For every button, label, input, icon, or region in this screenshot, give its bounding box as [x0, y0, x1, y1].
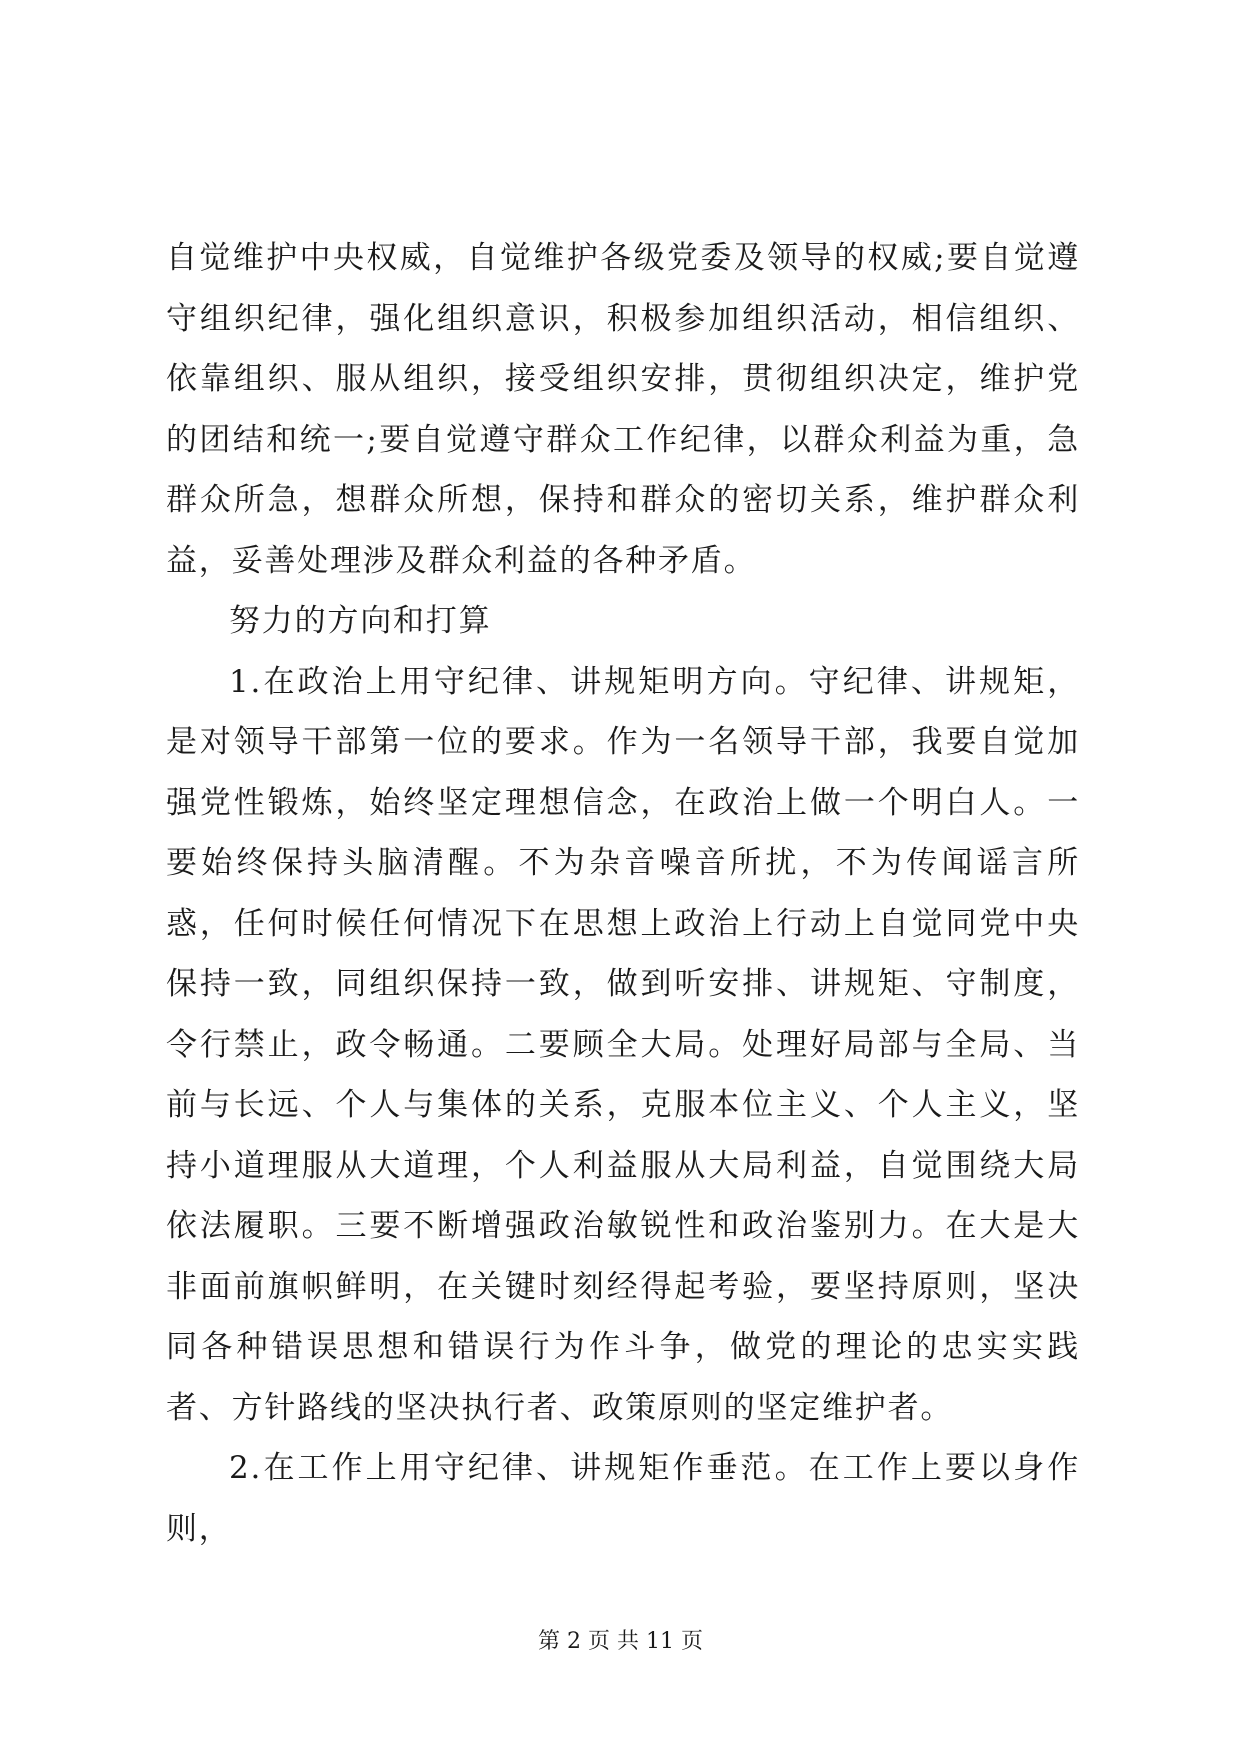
- page-footer: 第 2 页 共 11 页: [538, 1629, 703, 1654]
- paragraph-item-1: 1.在政治上用守纪律、讲规矩明方向。守纪律、讲规矩，是对领导干部第一位的要求。作为一名领导干部，我要自觉加强党性锻炼，始终坚定理想信念，在政治上做一个明白人。一要始终保持头脑清醒。不为杂音噪音所扰，不为传闻谣言所惑，任何时候任何情况下在思想上政治上行动上自觉同党中央保持一致，同组织保持一致，做到听安排、讲规矩、守制度，令行禁止，政令畅通。二要顾全大局。处理好局部与全局、当前与长远、个人与集体的关系，克服本位主义、个人主义，坚持小道理服从大道理，个人利益服从大局利益，自觉围绕大局依法履职。三要不断增强政治敏锐性和政治鉴别力。在大是大非面前旗帜鲜明，在关键时刻经得起考验，要坚持原则，坚决同各种错误思想和错误行为作斗争，做党的理论的忠实实践者、方针路线的坚决执行者、政策原则的坚定维护者。: [166, 663, 1080, 1426]
- paragraph-continuation: 自觉维护中央权威，自觉维护各级党委及领导的权威;要自觉遵守组织纪律，强化组织意识，积极参加组织活动，相信组织、依靠组织、服从组织，接受组织安排，贯彻组织决定，维护党的团结和统一;要自觉遵守群众工作纪律，以群众利益为重，急群众所急，想群众所想，保持和群众的密切关系，维护群众利益，妥善处理涉及群众利益的各种矛盾。: [166, 240, 1080, 579]
- document-body: [166, 228, 1080, 1559]
- section-heading: 努力的方向和打算: [229, 603, 492, 639]
- paragraph-item-2: 2.在工作上用守纪律、讲规矩作垂范。在工作上要以身作则，: [166, 1450, 1080, 1547]
